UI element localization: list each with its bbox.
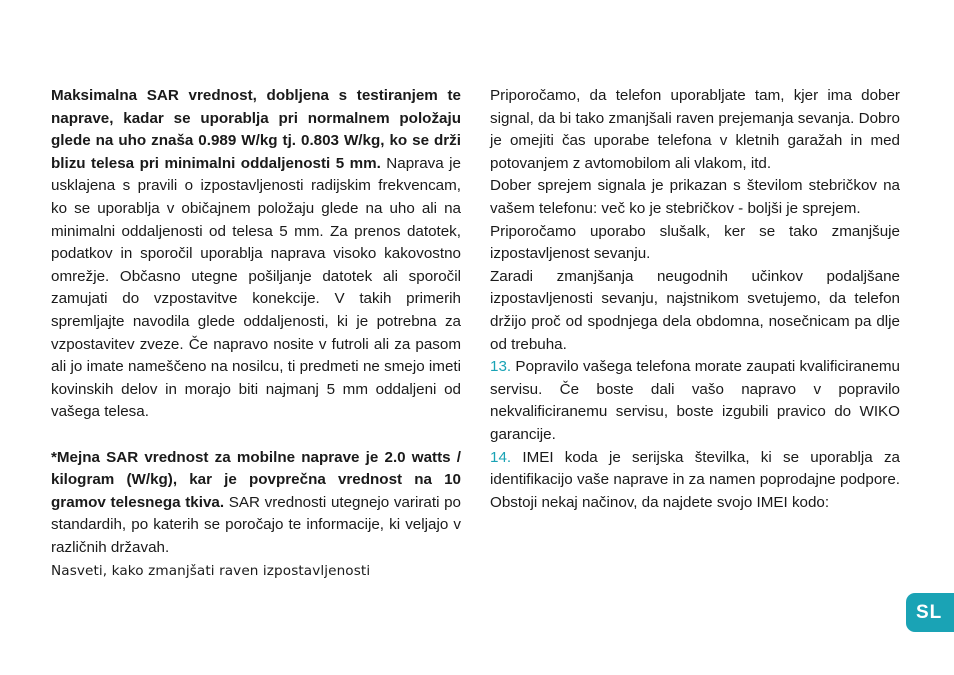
imei-item [490, 447, 900, 515]
sar-limit-bold-text: *Mejna SAR vrednost za mobilne naprave je 2.0 watts / kilogram (W/kg), kar je povprečna vrednost na 10 gramov telesnega tkiva. [51, 448, 461, 511]
sar-bold-text: Maksimalna SAR vrednost, dobljena s testiranjem te naprave, kadar se uporablja pri normalnem položaju glede na uho znaša 0.989 W/kg tj. 0.803 W/kg, ko se drži blizu telesa pri minimalni oddaljenosti 5 mm. [51, 87, 461, 172]
teens-paragraph: Zaradi zmanjšanja neugodnih učinkov podaljšane izpostavljenosti sevanju, najstnikom svetujemo, da telefon držijo proč od spodnjega dela obdomna, nosečnicam pa dlje od trebuha. [490, 267, 900, 353]
repair-item [490, 356, 900, 446]
sar-paragraph [51, 85, 461, 424]
sar-limit-paragraph [51, 447, 461, 560]
signal-bars-paragraph: Dober sprejem signala je prikazan s številom stebričkov na vašem telefonu: več ko je stebričkov - boljši je sprejem. [490, 177, 900, 217]
exposure-tips-heading: Nasveti, kako zmanjšati raven izpostavljenosti [51, 563, 371, 580]
sar-body-text: Naprava je usklajena s pravili o izpostavljenosti radijskim frekvencam, ko se uporablja v običajnem položaju glede na uho ali na minimalni oddaljenosti od telesa 5 mm. Za prenos datotek, podatkov in sporočil uporablja naprava visoko kakovostno omrežje. Občasno utegne pošiljanje datotek ali sporočil zamujati do vzpostavitve konekcije. V takih primerih spremljajte navodila glede oddaljenosti, ki je potrebna za vzpostavitev zveze. Če napravo nosite v futroli ali za pasom ali jo imate nameščeno na nosilcu, ti predmeti ne smejo imeti kovinskih delov in morajo biti najmanj 5 mm oddaljeni od vašega telesa. [51, 154, 461, 421]
headset-paragraph: Priporočamo uporabo slušalk, ker se tako zmanjšuje izpostavljenost sevanju. [490, 222, 900, 263]
sar-limit-body-text: SAR vrednosti utegnejo varirati po standardih, po katerih se poročajo te informacije, ki veljajo v različnih državah. [51, 493, 462, 556]
imei-item-text: IMEI koda je serijska številka, ki se uporablja za identifikacijo vaše naprave in za namen poprodajne podpore. Obstoji nekaj načinov, da najdete svojo IMEI kodo: [490, 448, 900, 511]
repair-item-text: Popravilo vašega telefona morate zaupati kvalificiranemu servisu. Če boste dali vašo napravo v popravilo nekvalificiranemu servisu, boste izgubili pravico do WIKO garancije. [490, 358, 900, 443]
repair-item-number: 13. [490, 358, 512, 376]
right-column [490, 85, 900, 514]
left-column [51, 85, 461, 581]
signal-paragraph: Priporočamo, da telefon uporabljate tam, kjer ima dober signal, da bi tako zmanjšali raven prejemanja sevanja. Dobro je omejiti čas uporabe telefona v kletnih garažah in med potovanjem z avtomobilom ali vlakom, itd. [490, 87, 900, 172]
language-tab: SL [906, 593, 954, 632]
imei-item-number: 14. [490, 448, 512, 466]
